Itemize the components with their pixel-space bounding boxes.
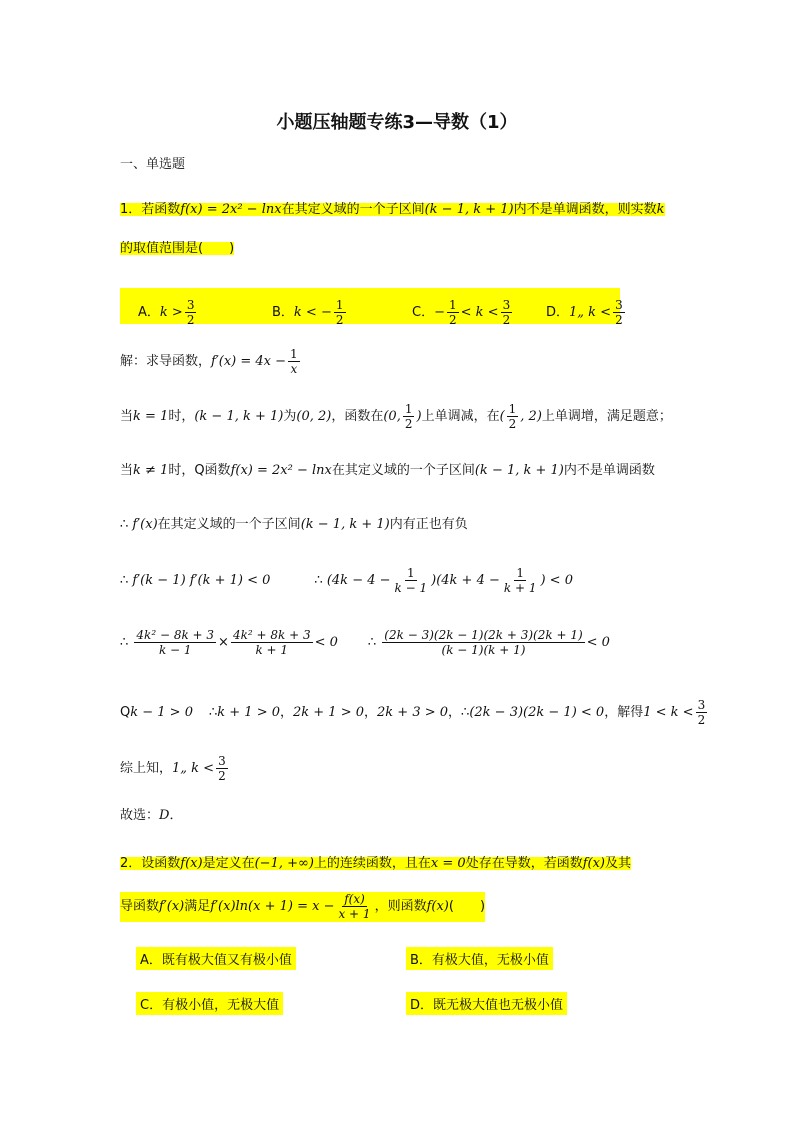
interval-expression: (k − 1, k + 1): [424, 202, 514, 217]
q2-option-d[interactable]: D．既无极大值也无极小值: [406, 992, 567, 1015]
q2-option-a[interactable]: A．既有极大值又有极小值: [136, 947, 296, 970]
solution-line-6: ∴ $\frac{\text{4k² − 8k + 3}}{k - 1}$ × $\frac{\text{4k² + 8k + 3}}{k + 1}$ < 0 ∴ $\frac{(2k - 3)(2k - 1)(2k + 3)(2k + 1)}{(k - 1)(k + 1)}$ < 0: [120, 628, 610, 657]
option-d[interactable]: D．1„ k < $\frac{3}{2}$: [546, 298, 623, 327]
solution-line-1: 解：求导函数，f′(x) = 4x − $\frac{1}{x}$: [120, 347, 298, 376]
solution-line-3: 当k ≠ 1时，Q函数f(x) = 2x² − lnx在其定义域的一个子区间(k − 1, k + 1)内不是单调函数: [120, 463, 655, 478]
option-c[interactable]: C．− $\frac{1}{2}$ < k < $\frac{3}{2}$: [412, 298, 511, 327]
question-number: 1．: [120, 202, 142, 217]
solution-line-5: ∴ f′(k − 1) f′(k + 1) < 0 ∴ (4k − 4 − $\frac{1}{k - 1}$ )(4k + 4 − $\frac{1}{k + 1}$ ) < 0: [120, 566, 573, 595]
solution-answer: 故选：D．: [120, 808, 183, 823]
q2-option-b[interactable]: B．有极大值，无极小值: [406, 947, 553, 970]
question-2-line-2: 导函数f′(x)满足f′(x)ln(x + 1) = x − $\frac{f(x)}{x + 1}$ ，则函数f(x)( ): [120, 892, 486, 921]
option-b[interactable]: B．k < − $\frac{1}{2}$: [272, 298, 344, 327]
function-expression: f(x) = 2x² − lnx: [180, 202, 282, 217]
solution-line-4: ∴ f′(x)在其定义域的一个子区间(k − 1, k + 1)内有正也有负: [120, 517, 468, 532]
section-heading: 一、单选题: [120, 157, 186, 172]
solution-line-2: 当k = 1时，(k − 1, k + 1)为(0, 2)，函数在(0, $\frac{1}{2}$ )上单调减，在( $\frac{1}{2}$ , 2)上单调增，满足题意；: [120, 402, 672, 431]
question-1-line-1: 1．若函数f(x) = 2x² − lnx在其定义域的一个子区间(k − 1, k + 1)内不是单调函数，则实数k: [120, 202, 665, 217]
question-number: 2．: [120, 856, 142, 871]
question-1-options: [120, 288, 623, 327]
question-1-line-2: 的取值范围是( ): [120, 241, 235, 256]
option-a[interactable]: A．k > $\frac{3}{2}$: [138, 298, 195, 327]
q2-option-c[interactable]: C．有极小值，无极大值: [136, 992, 283, 1015]
page-title: 小题压轴题专练3—导数（1）: [276, 112, 518, 133]
solution-line-8: 综上知，1„ k < $\frac{3}{2}$: [120, 754, 226, 783]
solution-line-7: Qk − 1 > 0 ∴k + 1 > 0，2k + 1 > 0，2k + 3 > 0，∴(2k − 3)(2k − 1) < 0，解得1 < k < $\frac{3}{2}$: [120, 698, 706, 727]
question-2-line-1: 2．设函数f(x)是定义在(−1, +∞)上的连续函数，且在x = 0处存在导数，若函数f(x)及其: [120, 856, 632, 871]
